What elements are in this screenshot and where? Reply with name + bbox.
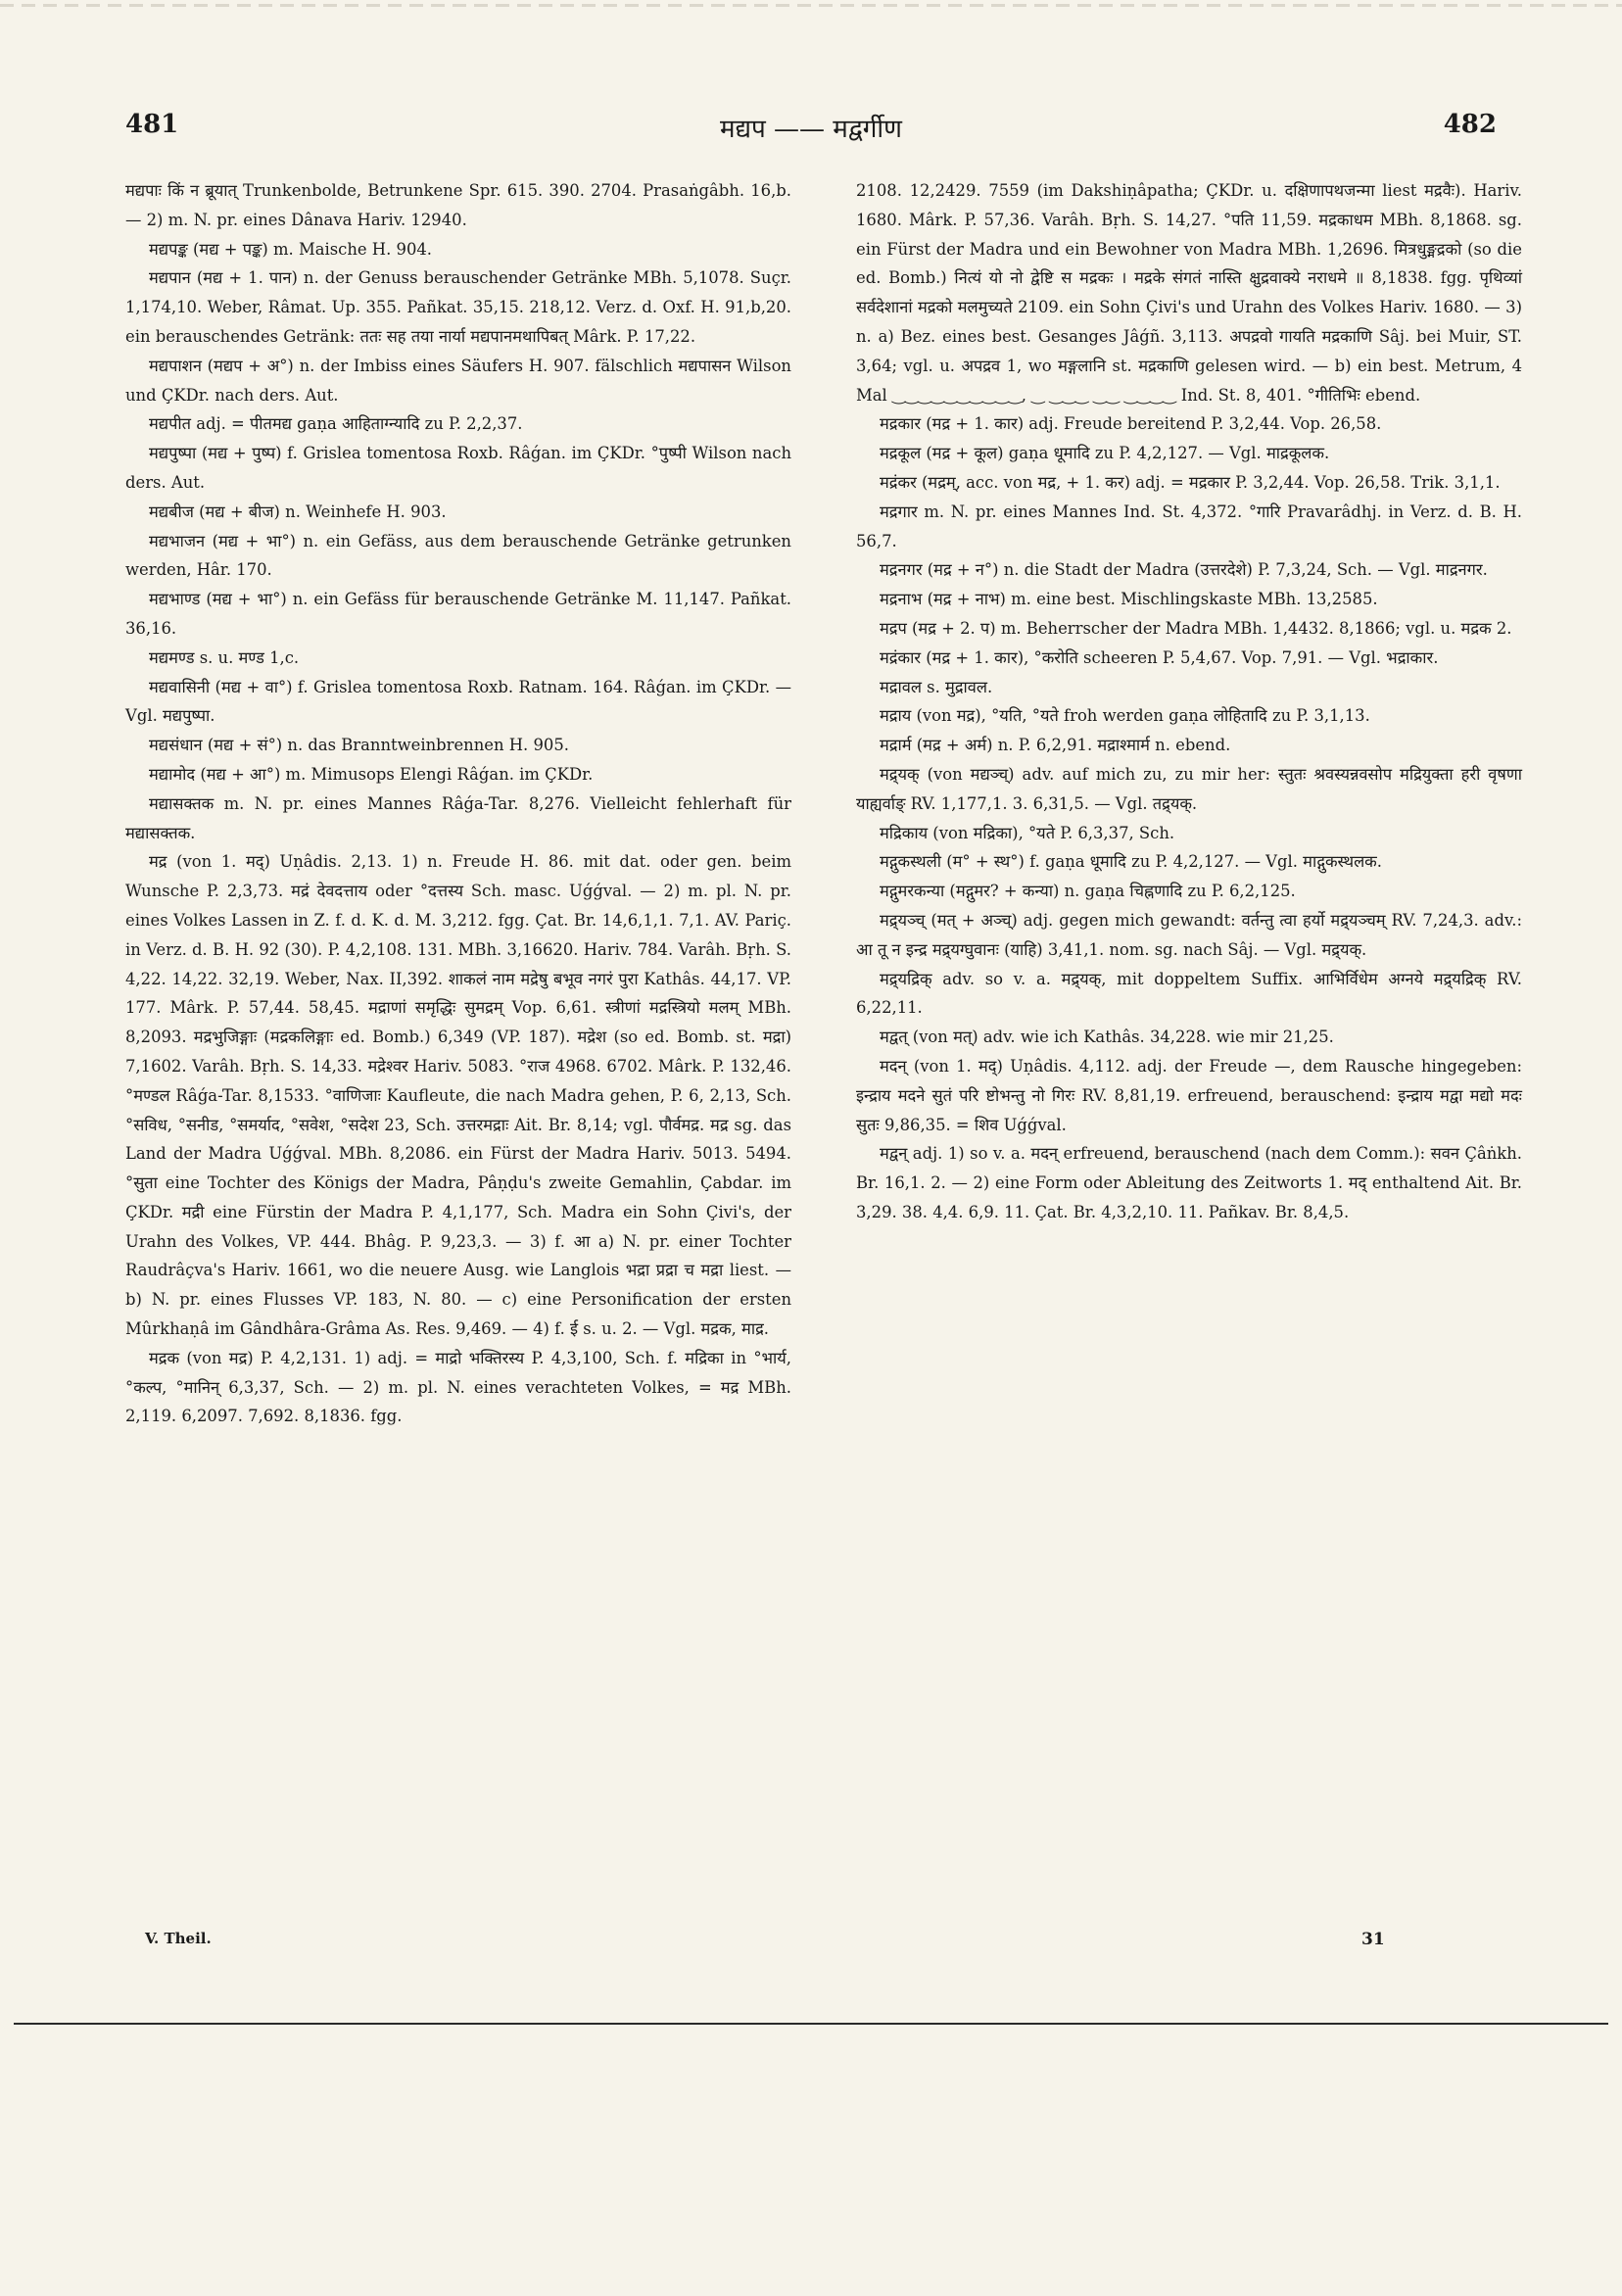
dictionary-entry: मद्र्यक् (von मद्यञ्च्) adv. auf mich zu, zu mir her: स्तुतः श्रवस्यन्नवसोप मद्रियुक्ता हरी वृषणा याह्यर्वाङ् RV. 1,177,1. 3. 6,31,5. — Vgl. तद्र्यक्. (856, 764, 1522, 813)
dictionary-entry: मद्यभाण्ड (मद्य + भा°) n. ein Gefäss für berauschende Getränke M. 11,147. Pañkat. 36,16. (125, 590, 791, 638)
dictionary-entry: मद्गुमरकन्या (मद्गुमर? + कन्या) n. gaṇa चिह्नणादि zu P. 6,2,125. (880, 882, 1296, 901)
dictionary-entry: मद्रकूल (मद्र + कूल) gaṇa धूमादि zu P. 4,2,127. — Vgl. माद्रकूलक. (880, 444, 1330, 463)
dictionary-entry: मदन् (von 1. मद्) Uṇâdis. 4,112. adj. der Freude —, dem Rausche hingegeben: इन्द्राय मदने सुतं परि ष्टोभन्तु नो गिरः RV. 8,81,19. erfreuend, berauschend: इन्द्राय मद्वा मद्यो मदः सुतः 9,86,35. = शिव Uǵǵval. (856, 1056, 1522, 1134)
dictionary-entry: मद्वन् adj. 1) so v. a. मदन् erfreuend, berauschend (nach dem Comm.): सवन Çâṅkh. Br. 16,1. 2. — 2) eine Form oder Ableitung des Zeitworts 1. मद् enthaltend Ait. Br. 3,29. 38. 4,4. 6,9. 11. Çat. Br. 4,3,2,10. 11. Pañkav. Br. 8,4,5. (856, 1144, 1522, 1221)
dictionary-entry: मद्र (von 1. मद्) Uṇâdis. 2,13. 1) n. Freude H. 86. mit dat. oder gen. beim Wunsche P. 2,3,73. मद्रं देवदत्ताय oder °दत्तस्य Sch. masc. Uǵǵval. — 2) m. pl. N. pr. eines Volkes Lassen in Z. f. d. K. d. M. 3,212. fgg. Çat. Br. 14,6,1,1. 7,1. AV. Pariç. in Verz. d. B. H. 92 (30). P. 4,2,108. 131. MBh. 3,16620. Hariv. 784. Varâh. Bṛh. S. 4,22. 14,22. 32,19. Weber, Nax. II,392. शाकलं नाम मद्रेषु बभूव नगरं पुरा Kathâs. 44,17. VP. 177. Mârk. P. 57,44. 58,45. मद्राणां समृद्धिः सुमद्रम् Vop. 6,61. स्त्रीणां मद्रस्त्रियो मलम् MBh. 8,2093. मद्रभुजिङ्गाः (मद्रकलिङ्गाः ed. Bomb.) 6,349 (VP. 187). मद्रेश (so ed. Bomb. st. मद्रा) 7,1602. Varâh. Bṛh. S. 14,33. मद्रेश्वर Hariv. 5083. °राज 4968. 6702. Mârk. P. 132,46. °मण्डल Râǵa-Tar. 8,1533. °वाणिजाः Kaufleute, die nach Madra gehen, P. 6, 2,13, Sch. °सविध, °सनीड, °समर्याद, °सवेश, °सदेश 23, Sch. उत्तरमद्राः Ait. Br. 8,14; vgl. पौर्वमद्र. मद्र sg. das Land der Madra Uǵǵval. MBh. 8,2086. ein Fürst der Madra Hariv. 5013. 5494. °सुता eine Tochter des Königs der Madra, Pâṇḍu's zweite Gemahlin, Çabdar. im ÇKDr. मद्री eine Fürstin der Madra P. 4,1,177, Sch. Madra ein Sohn Çivi's, der Urahn des Volkes, VP. 444. Bhâg. P. 9,23,3. — 3) f. आ a) N. pr. einer Tochter Raudrâçva's Hariv. 1661, wo die neuere Ausg. wie Langlois भद्रा प्रद्रा च मद्रा liest. — b) N. pr. eines Flusses VP. 183, N. 80. — c) eine Personification der ersten Mûrkhaṇâ im Gândhâra-Grâma As. Res. 9,469. — 4) f. ई s. u. 2. — Vgl. मद्रक, माद्र. (125, 852, 791, 1339)
dictionary-entry: 2108. 12,2429. 7559 (im Dakshiṇâpatha; ÇKDr. u. दक्षिणापथजन्मा liest मद्रवैः). Hariv. 1680. Mârk. P. 57,36. Varâh. Bṛh. S. 14,27. °पति 11,59. मद्रकाधम MBh. 8,1868. sg. ein Fürst der Madra und ein Bewohner von Madra MBh. 1,2696. मित्रधुङ्मद्रको (so die ed. Bomb.) नित्यं यो नो द्वेष्टि स मद्रकः । मद्रके संगतं नास्ति क्षुद्रवाक्ये नराधमे ॥ 8,1838. fgg. पृथिव्यां सर्वदेशानां मद्रको मलमुच्यते 2109. ein Sohn Çivi's und Urahn des Volkes Hariv. 1680. — 3) n. a) Bez. eines best. Gesanges Jâǵñ. 3,113. अपद्रवो गायति मद्रकाणि Sâj. bei Muir, ST. 3,64; vgl. u. अपद्रव 1, wo मङ्गलानि st. मद्रकाणि gelesen wird. — b) ein best. Metrum, 4 Mal ‿‿‿‿‿‿‿‿‿‿, ‿ ‿‿‿ ‿‿ ‿‿‿‿ Ind. St. 8, 401. °गीतिभिः ebend. (856, 181, 1522, 405)
dictionary-entry: मद्रकार (मद्र + 1. कार) adj. Freude bereitend P. 3,2,44. Vop. 26,58. (880, 414, 1382, 434)
dictionary-entry: मद्राय (von मद्र), °यति, °यते froh werden gaṇa लोहितादि zu P. 3,1,13. (880, 706, 1370, 726)
dictionary-entry: मद्रनगर (मद्र + न°) n. die Stadt der Madra (उत्तरदेशे) P. 7,3,24, Sch. — Vgl. माद्रनगर. (880, 560, 1488, 580)
dictionary-entry: मद्र्यञ्च् (मत् + अञ्च्) adj. gegen mich gewandt: वर्तन्तु त्वा हर्यो मद्र्यञ्चम् RV. 7,24,3. adv.: आ तू न इन्द्र मद्र्यग्घुवानः (याहि) 3,41,1. nom. sg. nach Sâj. — Vgl. मद्र्यक्. (856, 910, 1522, 959)
dictionary-entry: मद्यमण्ड s. u. मण्ड 1,c. (149, 647, 300, 667)
dictionary-entry: मद्वत् (von मत्) adv. wie ich Kathâs. 34,228. wie mir 21,25. (880, 1028, 1334, 1047)
dictionary-entry: मद्रक (von मद्र) P. 4,2,131. 1) adj. = माद्रो भक्तिरस्य P. 4,3,100, Sch. f. मद्रिका in °भार्य, °कल्प, °मानिन् 6,3,37, Sch. — 2) m. pl. N. eines verachteten Volkes, = मद्र MBh. 2,119. 6,2097. 7,692. 8,1836. fgg. (125, 1348, 791, 1426)
dictionary-entry: मद्रप (मद्र + 2. प) m. Beherrscher der Madra MBh. 1,4432. 8,1866; vgl. u. मद्रक 2. (880, 618, 1512, 638)
dictionary-entry: मद्यवासिनी (मद्य + वा°) f. Grislea tomentosa Roxb. Ratnam. 164. Râǵan. im ÇKDr. — Vgl. मद्यपुष्पा. (125, 677, 791, 726)
running-title: मद्यप —— मद्वर्गीण (720, 115, 902, 144)
dictionary-entry: मद्यसंधान (मद्य + सं°) n. das Branntweinbrennen H. 905. (149, 736, 569, 755)
page-number-left: 481 (125, 110, 179, 139)
dictionary-entry: मद्रगार m. N. pr. eines Mannes Ind. St. 4,372. °गारि Pravarâdhj. in Verz. d. B. H. 56,7. (856, 502, 1522, 550)
dictionary-entry: मद्यभाजन (मद्य + भा°) n. ein Gefäss, aus dem berauschende Getränke getrunken werden, Hâr. 170. (125, 531, 791, 580)
dictionary-entry: मद्यबीज (मद्य + बीज) n. Weinhefe H. 903. (149, 502, 447, 521)
page-header (125, 110, 1497, 149)
page-number-right: 482 (1443, 110, 1497, 139)
dictionary-entry: मद्यपाः किं न ब्रूयात् Trunkenbolde, Betrunkene Spr. 615. 390. 2704. Prasaṅgâbh. 16,b. — 2) m. N. pr. eines Dânava Hariv. 12940. (125, 181, 791, 229)
volume-label: V. Theil. (145, 1930, 212, 1947)
bottom-rule (14, 2023, 1608, 2025)
dictionary-entry: मद्र्यद्रिक् adv. so v. a. मद्र्यक्, mit doppeltem Suffix. आभिर्विधेम अग्नये मद्र्यद्रिक् RV. 6,22,11. (856, 969, 1522, 1018)
dictionary-entry: मद्रंकार (मद्र + 1. कार), °करोति scheeren P. 5,4,67. Vop. 7,91. — Vgl. भद्राकार. (880, 647, 1439, 667)
dictionary-entry: मद्यपङ्क (मद्य + पङ्क) m. Maische H. 904. (149, 239, 433, 259)
dictionary-entry: मद्रनाभ (मद्र + नाभ) m. eine best. Mischlingskaste MBh. 13,2585. (880, 590, 1378, 609)
dictionary-entry: मद्गुकस्थली (म° + स्थ°) f. gaṇa धूमादि zu P. 4,2,127. — Vgl. माद्गुकस्थलक. (880, 852, 1382, 872)
dictionary-entry: मद्रिकाय (von मद्रिका), °यते P. 6,3,37, Sch. (880, 823, 1175, 842)
dictionary-entry: मद्यासक्तक m. N. pr. eines Mannes Râǵa-Tar. 8,276. Vielleicht fehlerhaft für मद्यासक्तक. (125, 793, 791, 842)
dictionary-entry: मद्रंकर (मद्रम्, acc. von मद्र, + 1. कर) adj. = मद्रकार P. 3,2,44. Vop. 26,58. Trik. 3,1,1. (880, 472, 1501, 492)
dictionary-entry: मद्रार्म (मद्र + अर्म) n. P. 6,2,91. मद्राश्मार्म n. ebend. (880, 736, 1231, 755)
right-column (856, 176, 1522, 1227)
dictionary-entry: मद्यपुष्पा (मद्य + पुष्प) f. Grislea tomentosa Roxb. Râǵan. im ÇKDr. °पुष्पी Wilson nach ders. Aut. (125, 444, 791, 492)
dictionary-entry: मद्यपीत adj. = पीतमद्य gaṇa आहिताग्न्यादि zu P. 2,2,37. (149, 414, 523, 434)
dictionary-entry: मद्यामोद (मद्य + आ°) m. Mimusops Elengi Râǵan. im ÇKDr. (149, 764, 594, 784)
dictionary-entry: मद्यपान (मद्य + 1. पान) n. der Genuss berauschender Getränke MBh. 5,1078. Suçr. 1,174,10. Weber, Râmat. Up. 355. Pañkat. 35,15. 218,12. Verz. d. Oxf. H. 91,b,20. ein berauschendes Getränk: ततः सह तया नार्या मद्यपानमथापिबत् Mârk. P. 17,22. (125, 268, 791, 346)
left-column (125, 176, 791, 1431)
dictionary-entry: मद्रावल s. मुद्रावल. (880, 677, 993, 696)
signature-mark: 31 (1361, 1930, 1385, 1949)
dictionary-entry: मद्यपाशन (मद्यप + अ°) n. der Imbiss eines Säufers H. 907. fälschlich मद्यपासन Wilson und ÇKDr. nach ders. Aut. (125, 356, 791, 405)
scan-edge-artifact (0, 4, 1622, 7)
